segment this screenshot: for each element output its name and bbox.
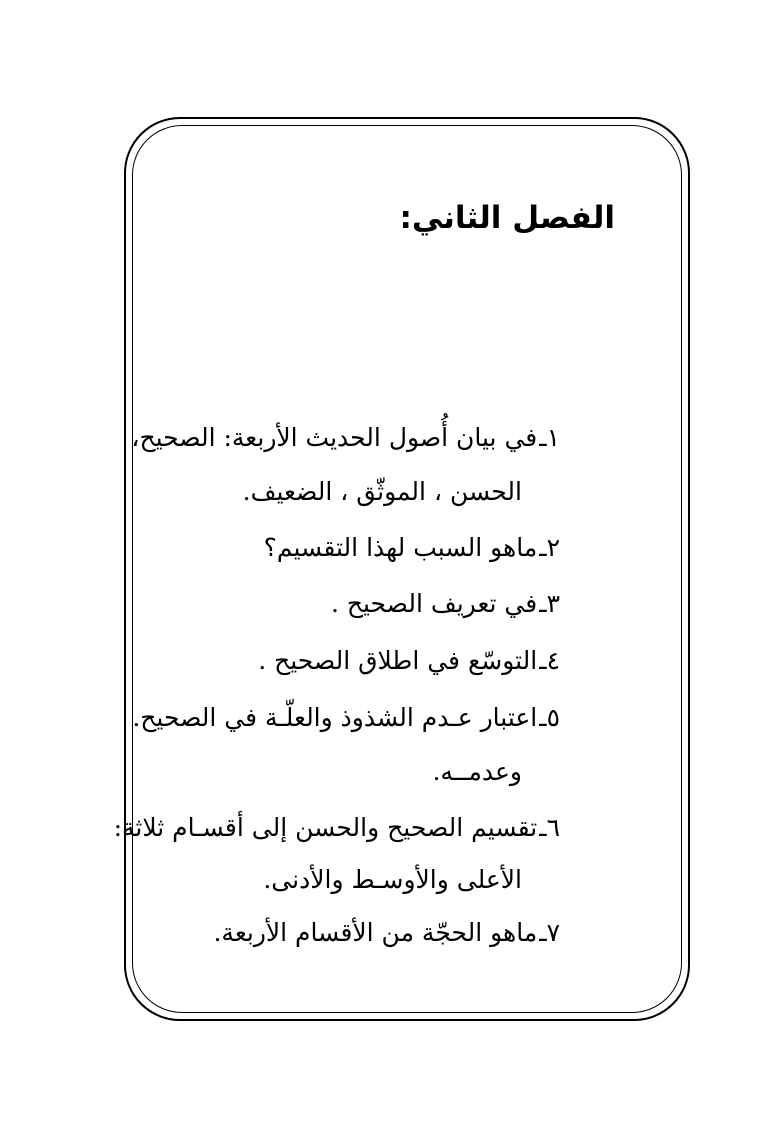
list-item-7 [213, 915, 560, 951]
item-text: اعتبار عـدم الشذوذ والعلّـة في الصحيح. [132, 703, 538, 732]
list-item-6-continued [263, 862, 522, 898]
list-item-1-continued [243, 474, 522, 510]
list-item-5 [132, 700, 560, 736]
item-text: الحسن ، الموثّق ، الضعيف. [242, 477, 522, 506]
item-number: ٢ـ [539, 533, 560, 562]
item-text: ماهو السبب لهذا التقسيم؟ [263, 533, 538, 562]
item-text: تقسيم الصحيح والحسن إلى أقسـام ثلاثة: [113, 813, 538, 842]
list-item-1 [131, 420, 560, 456]
list-item-3 [331, 586, 560, 622]
item-number: ٥ـ [539, 703, 560, 732]
list-item-4 [258, 643, 560, 679]
item-number: ١ـ [539, 423, 560, 452]
list-item-2 [264, 530, 560, 566]
chapter-title: الفصل الثاني: [399, 200, 615, 236]
item-text: ماهو الحجّة من الأقسام الأربعة. [213, 918, 538, 947]
item-number: ٦ـ [539, 813, 560, 842]
item-number: ٤ـ [539, 646, 560, 675]
item-text: في تعريف الصحيح . [330, 589, 538, 618]
list-item-6 [114, 810, 560, 846]
item-text: الأعلى والأوسـط والأدنى. [263, 865, 522, 894]
item-number: ٧ـ [539, 918, 560, 947]
list-item-5-continued [432, 754, 522, 790]
item-text: وعدمــه. [432, 757, 522, 786]
item-number: ٣ـ [539, 589, 560, 618]
item-text: التوسّع في اطلاق الصحيح . [258, 646, 538, 675]
item-text: في بيان أُصول الحديث الأربعة: الصحيح، [131, 423, 538, 452]
